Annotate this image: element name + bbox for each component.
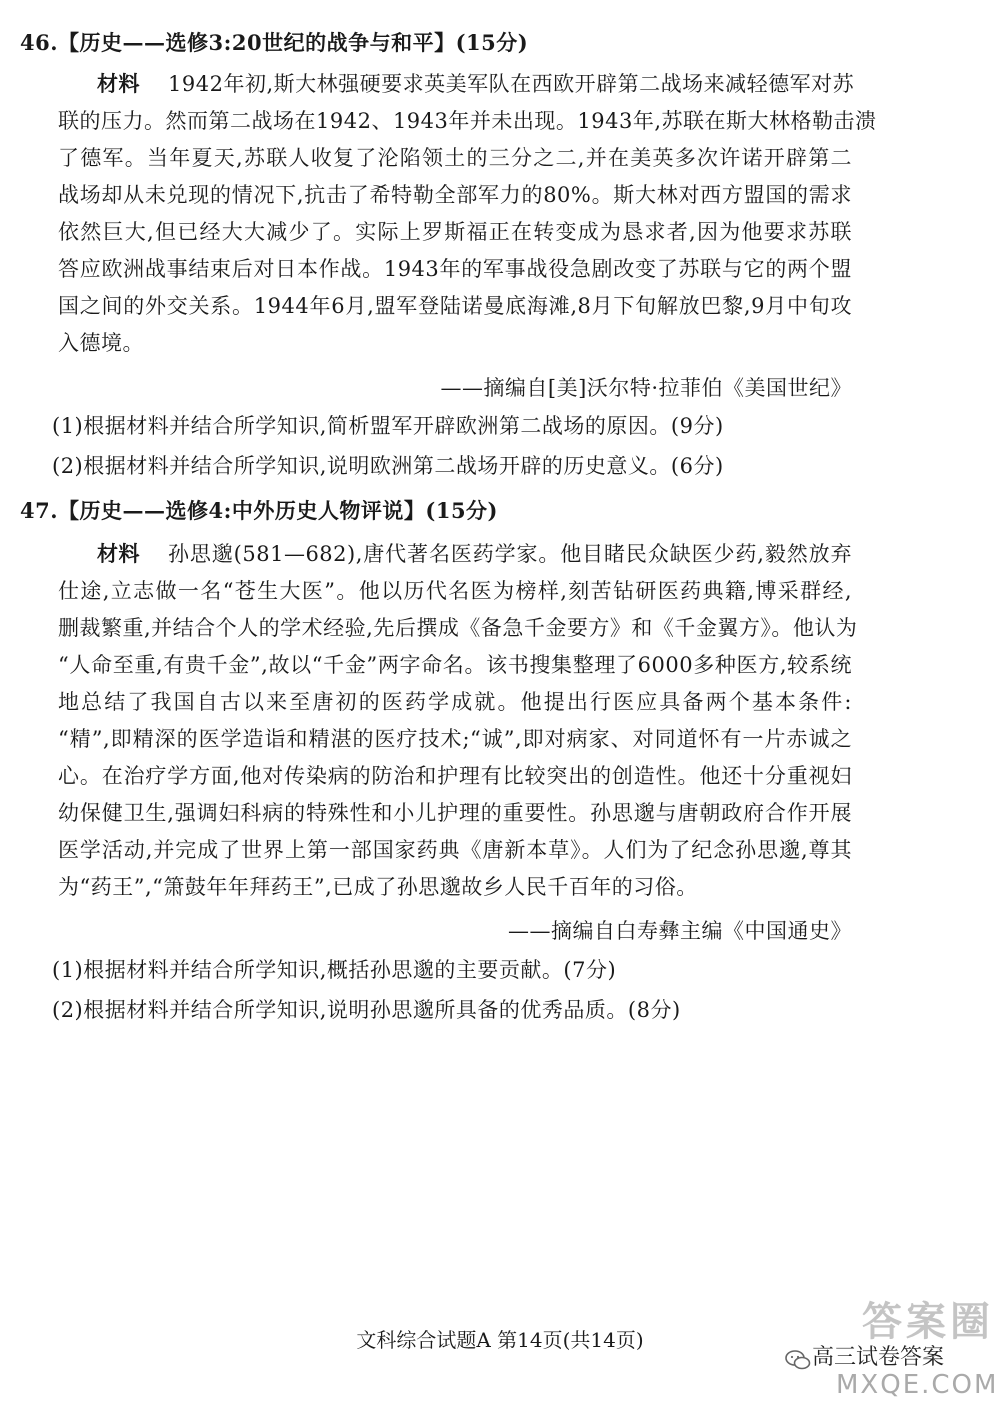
watermark-url: MXQE.COM: [836, 1370, 999, 1400]
q47-heading: 47.【历史——选修4:中外历史人物评说】(15分): [20, 498, 498, 523]
q47-para-line: 幼保健卫生,强调妇科病的特殊性和小儿护理的重要性。孙思邈与唐朝政府合作开展: [58, 801, 852, 825]
q47-material-label: [97, 540, 167, 568]
q46-material-label: [97, 70, 167, 98]
q47-subquestion-2: (2)根据材料并结合所学知识,说明孙思邈所具备的优秀品质。(8分): [52, 998, 681, 1022]
material-label: 材料: [97, 71, 140, 96]
q46-para-line: 了德军。当年夏天,苏联人收复了沦陷领土的三分之二,并在美英多次许诺开辟第二: [58, 146, 852, 170]
q46-heading: 46.【历史——选修3:20世纪的战争与和平】(15分): [20, 30, 529, 55]
q46-subquestion-2: (2)根据材料并结合所学知识,说明欧洲第二战场开辟的历史意义。(6分): [52, 454, 724, 478]
q47-subquestion-1: (1)根据材料并结合所学知识,概括孙思邈的主要贡献。(7分): [52, 958, 617, 982]
q47-para-line: “人命至重,有贵千金”,故以“千金”两字命名。该书搜集整理了6000多种医方,较系统: [58, 653, 852, 677]
q46-para-line: 入德境。: [58, 331, 144, 355]
q47-para-line: 医学活动,并完成了世界上第一部国家药典《唐新本草》。人们为了纪念孙思邈,尊其: [58, 838, 852, 862]
q46-para-line: 1942年初,斯大林强硬要求英美军队在西欧开辟第二战场来减轻德军对苏: [168, 72, 855, 96]
q46-para-line: 联的压力。然而第二战场在1942、1943年并未出现。1943年,苏联在斯大林格勒击溃: [58, 109, 877, 133]
q47-para-line: 仕途,立志做一名“苍生大医”。他以历代名医为榜样,刻苦钻研医药典籍,博采群经,: [58, 579, 852, 603]
q46-source: ——摘编自[美]沃尔特·拉菲伯《美国世纪》: [440, 376, 852, 400]
q46-para-line: 答应欧洲战事结束后对日本作战。1943年的军事战役急剧改变了苏联与它的两个盟: [58, 257, 852, 281]
q47-para-line: 心。在治疗学方面,他对传染病的防治和护理有比较突出的创造性。他还十分重视妇: [58, 764, 852, 788]
page-footer: 文科综合试题A 第14页(共14页): [356, 1328, 644, 1352]
q47-para-line: 删裁繁重,并结合个人的学术经验,先后撰成《备急千金要方》和《千金翼方》。他认为: [58, 616, 858, 640]
q46-para-line: 国之间的外交关系。1944年6月,盟军登陆诺曼底海滩,8月下旬解放巴黎,9月中旬攻: [58, 294, 852, 318]
q47-source: ——摘编自白寿彝主编《中国通史》: [508, 919, 852, 943]
watermark-account: 高三试卷答案: [812, 1345, 945, 1370]
q47-para-line: 为“药王”,“箫鼓年年拜药王”,已成了孙思邈故乡人民千百年的习俗。: [58, 875, 698, 899]
q47-para-line: “精”,即精深的医学造诣和精湛的医疗技术;“诚”,即对病家、对同道怀有一片赤诚之: [58, 727, 852, 751]
q47-para-line: 地总结了我国自古以来至唐初的医药学成就。他提出行医应具备两个基本条件:: [58, 690, 852, 714]
watermark-logo: 答案圈: [862, 1299, 994, 1345]
material-label: 材料: [97, 541, 140, 566]
q46-subquestion-1: (1)根据材料并结合所学知识,简析盟军开辟欧洲第二战场的原因。(9分): [52, 414, 724, 438]
wechat-icon: [785, 1350, 811, 1370]
q47-para-line: 孙思邈(581—682),唐代著名医药学家。他目睹民众缺医少药,毅然放弃: [168, 542, 852, 566]
q46-para-line: 战场却从未兑现的情况下,抗击了希特勒全部军力的80%。斯大林对西方盟国的需求: [58, 183, 852, 207]
q46-para-line: 依然巨大,但已经大大减少了。实际上罗斯福正在转变成为恳求者,因为他要求苏联: [58, 220, 852, 244]
